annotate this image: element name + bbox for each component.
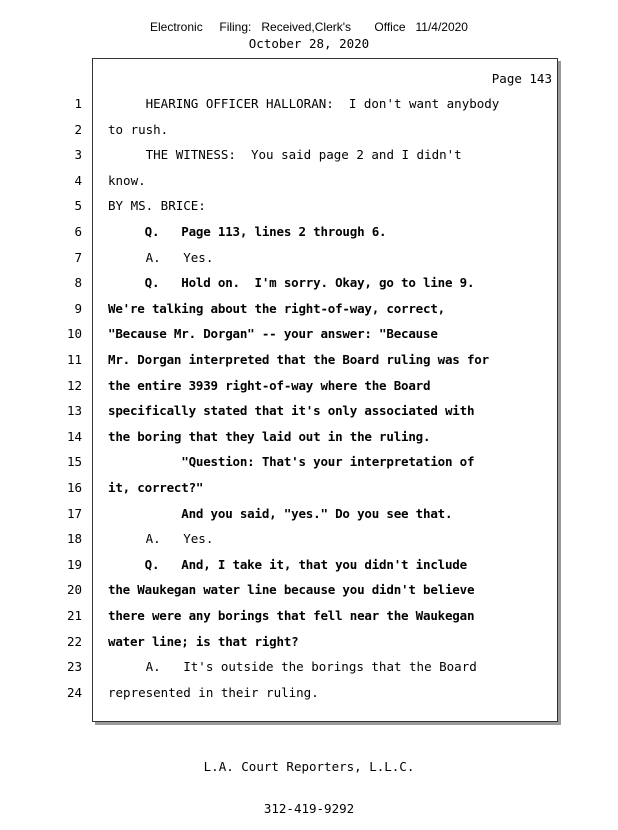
line-text: the boring that they laid out in the ruling. bbox=[108, 428, 431, 444]
transcript-line bbox=[0, 480, 560, 498]
line-text: the entire 3939 right-of-way where the Board bbox=[108, 377, 431, 393]
line-text: A. Yes. bbox=[108, 531, 214, 547]
line-number: 6 bbox=[74, 224, 82, 239]
line-number: 5 bbox=[74, 198, 82, 214]
line-text: represented in their ruling. bbox=[108, 684, 319, 700]
line-text: Q. Hold on. I'm sorry. Okay, go to line 9. bbox=[108, 275, 475, 291]
transcript-date: October 28, 2020 bbox=[248, 36, 370, 51]
line-number: 21 bbox=[66, 608, 82, 623]
transcript-line bbox=[0, 173, 560, 191]
transcript-line bbox=[0, 685, 560, 703]
line-number: 11 bbox=[66, 352, 82, 367]
transcript-line bbox=[0, 250, 560, 268]
transcript-line bbox=[0, 275, 560, 293]
line-number: 1 bbox=[74, 96, 82, 111]
line-number: 24 bbox=[66, 684, 82, 700]
line-number: 23 bbox=[66, 659, 82, 675]
transcript-line bbox=[0, 608, 560, 626]
transcript-line bbox=[0, 634, 560, 652]
transcript-line bbox=[0, 96, 560, 114]
transcript-line bbox=[0, 403, 560, 421]
line-text: BY MS. BRICE: bbox=[108, 198, 206, 214]
line-text: the Waukegan water line because you didn't believe bbox=[108, 582, 475, 598]
line-number: 3 bbox=[74, 147, 82, 163]
line-text: HEARING OFFICER HALLORAN: I don't want anybody bbox=[108, 96, 500, 111]
line-text: We're talking about the right-of-way, correct, bbox=[108, 300, 445, 316]
line-number: 12 bbox=[66, 377, 82, 393]
line-number: 7 bbox=[74, 249, 82, 265]
line-number: 17 bbox=[66, 505, 82, 521]
transcript-line bbox=[0, 326, 560, 344]
line-text: specifically stated that it's only associated with bbox=[108, 403, 475, 419]
transcript-line bbox=[0, 147, 560, 165]
line-number: 16 bbox=[66, 480, 82, 495]
transcript-line bbox=[0, 531, 560, 549]
transcript-line bbox=[0, 198, 560, 216]
line-number: 19 bbox=[66, 556, 82, 572]
footer-phone: 312-419-9292 bbox=[263, 801, 355, 816]
line-text: A. Yes. bbox=[108, 249, 214, 265]
line-number: 10 bbox=[66, 326, 82, 342]
footer bbox=[0, 732, 618, 830]
transcript-line bbox=[0, 659, 560, 677]
transcript-line bbox=[0, 122, 560, 140]
line-number: 9 bbox=[74, 300, 82, 316]
line-text: know. bbox=[108, 172, 146, 188]
line-number: 15 bbox=[66, 454, 82, 470]
line-number: 8 bbox=[74, 275, 82, 291]
transcript-line bbox=[0, 454, 560, 472]
line-number: 4 bbox=[74, 172, 82, 188]
footer-company: L.A. Court Reporters, L.L.C. bbox=[203, 759, 415, 774]
line-text: Q. Page 113, lines 2 through 6. bbox=[108, 224, 387, 239]
transcript-line bbox=[0, 301, 560, 319]
line-text: Q. And, I take it, that you didn't include bbox=[108, 556, 467, 572]
transcript-line bbox=[0, 582, 560, 600]
line-text: it, correct?" bbox=[108, 480, 204, 495]
filing-stamp: Electronic Filing: Received,Clerk's Office 11/4/2020 bbox=[150, 20, 468, 34]
line-text: water line; is that right? bbox=[108, 633, 299, 649]
transcript-line bbox=[0, 352, 560, 370]
page-number: Page 143 bbox=[491, 71, 552, 86]
line-text: to rush. bbox=[108, 121, 169, 137]
line-number: 2 bbox=[74, 121, 82, 137]
line-text: "Question: That's your interpretation of bbox=[108, 454, 475, 470]
transcript-line bbox=[0, 429, 560, 447]
line-text: And you said, "yes." Do you see that. bbox=[108, 505, 453, 521]
line-text: A. It's outside the borings that the Board bbox=[108, 659, 477, 675]
line-text: "Because Mr. Dorgan" -- your answer: "Because bbox=[108, 326, 438, 342]
transcript-line bbox=[0, 506, 560, 524]
line-number: 20 bbox=[66, 582, 82, 598]
transcript-line bbox=[0, 378, 560, 396]
line-text: there were any borings that fell near the Waukegan bbox=[108, 608, 475, 623]
line-number: 14 bbox=[66, 428, 82, 444]
line-text: Mr. Dorgan interpreted that the Board ruling was for bbox=[108, 352, 489, 367]
line-number: 13 bbox=[66, 403, 82, 419]
line-text: THE WITNESS: You said page 2 and I didn't bbox=[108, 147, 462, 163]
transcript-line bbox=[0, 557, 560, 575]
line-number: 22 bbox=[66, 633, 82, 649]
transcript-line bbox=[0, 224, 560, 242]
line-number: 18 bbox=[66, 531, 82, 547]
